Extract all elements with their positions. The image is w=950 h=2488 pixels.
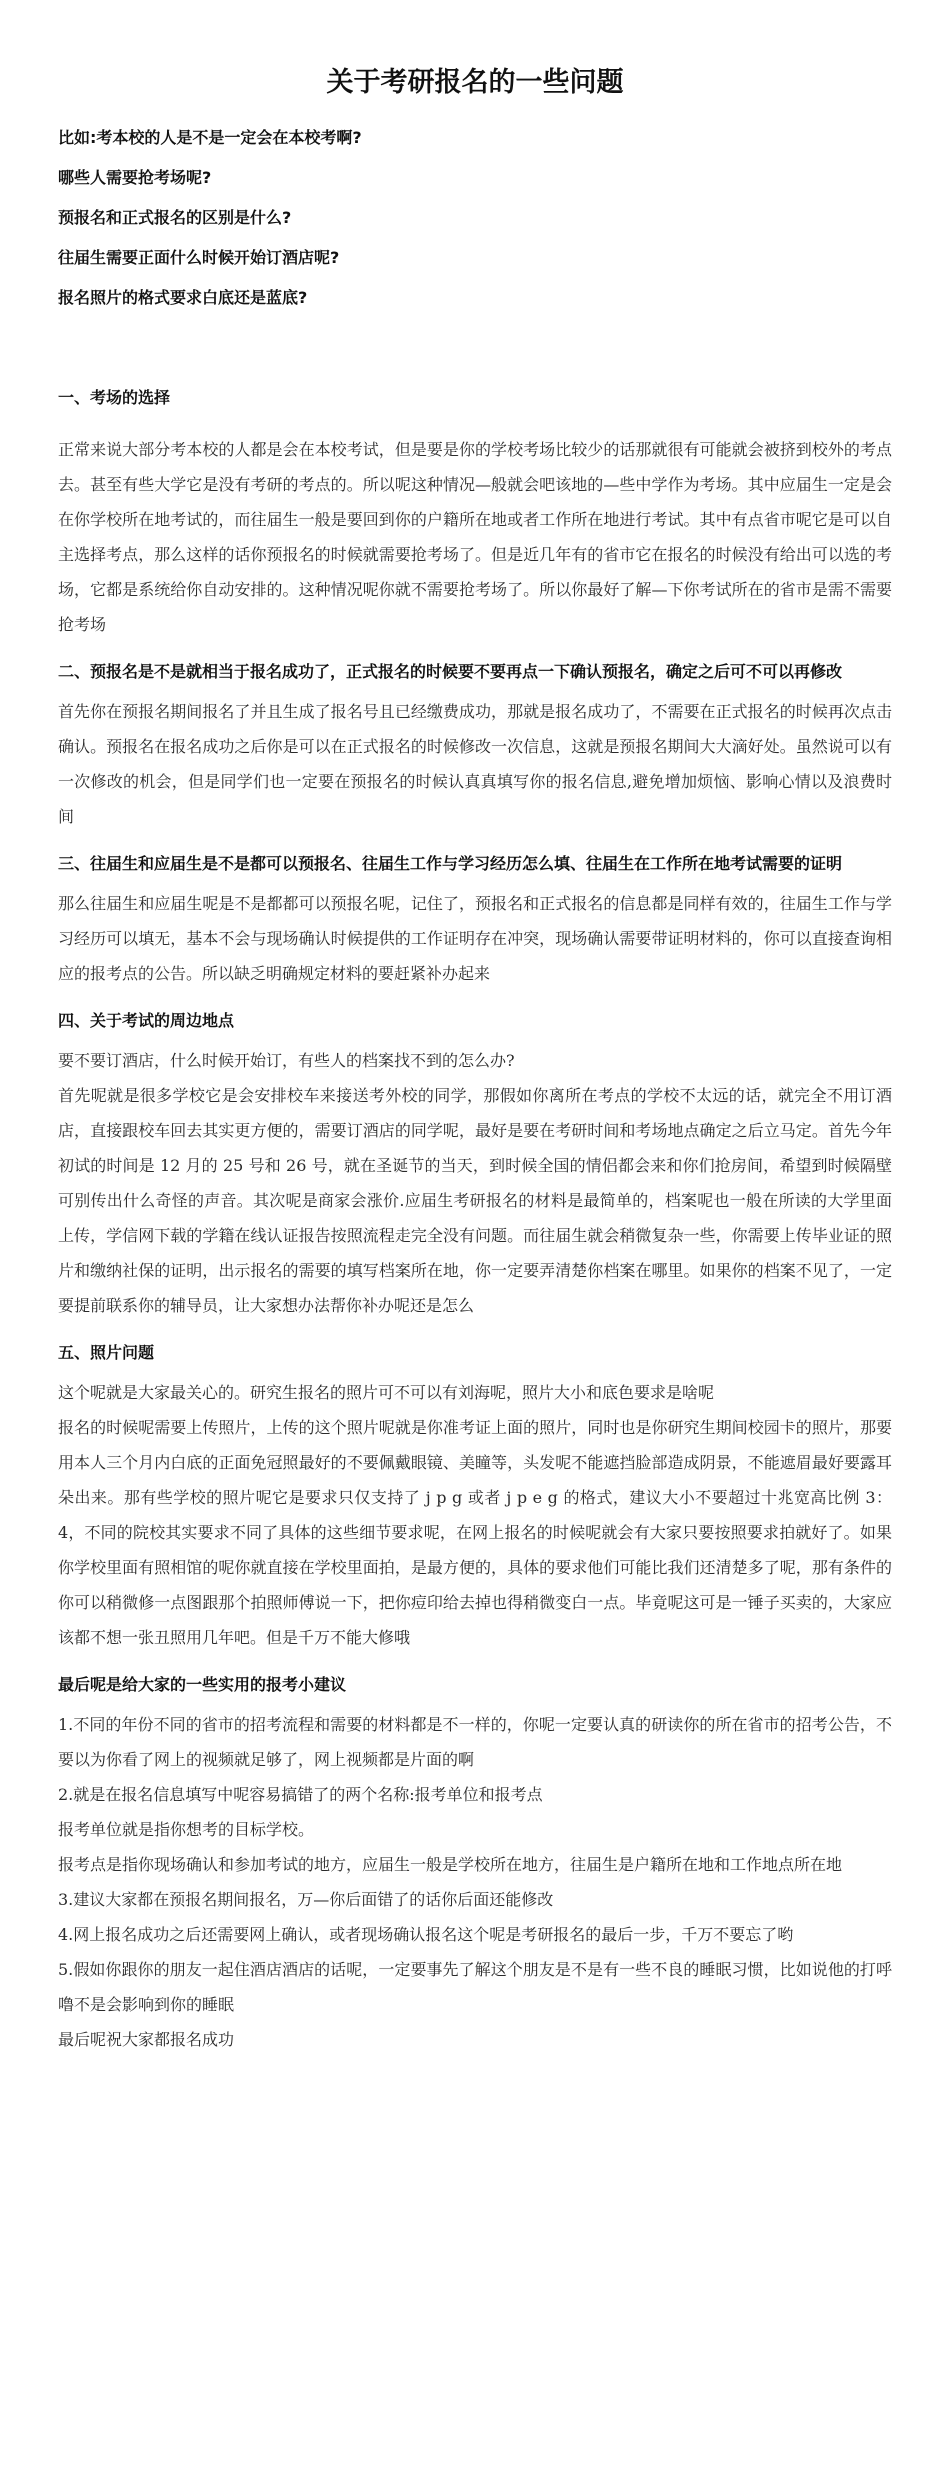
section-heading-photo: 五、照片问题 [58, 1343, 155, 1362]
section-heading-exam-site: 一、考场的选择 [58, 388, 171, 407]
tip-item: 报考点是指你现场确认和参加考试的地方，应届生一般是学校所在地方，往届生是户籍所在地和工作地点所在地 [58, 1855, 843, 1874]
closing-line: 最后呢祝大家都报名成功 [58, 2030, 235, 2049]
question-item: 比如:考本校的人是不是一定会在本校考啊? [58, 128, 362, 147]
paragraph: 首先呢就是很多学校它是会安排校车来接送考外校的同学，那假如你离所在考点的学校不太远的话，就完全不用订酒店，直接跟校车回去其实更方便的，需要订酒店的同学呢，最好是要在考研时间和考场地点确定之后立马定。首先今年初试的时间是 12 月的 25 号和 26 号，就在圣诞节的当天，到时候全国的情侣都会来和你们抢房间，希望到时候隔壁可别传出什么奇怪的声音。其次呢是商家会涨价.应届生考研报名的材料是最简单的，档案呢也一般在所读的大学里面上传，学信网下载的学籍在线认证报告按照流程走完全没有问题。而往届生就会稍微复杂一些，你需要上传毕业证的照片和缴纳社保的证明，出示报名的需要的填写档案所在地，你一定要弄清楚你档案在哪里。如果你的档案不见了，一定要提前联系你的辅导员，让大家想办法帮你补办呢还是怎么 [58, 1086, 892, 1315]
tip-item: 1.不同的年份不同的省市的招考流程和需要的材料都是不一样的，你呢一定要认真的研读你的所在省市的招考公告，不要以为你看了网上的视频就足够了，网上视频都是片面的啊 [58, 1715, 892, 1769]
paragraph: 这个呢就是大家最关心的。研究生报名的照片可不可以有刘海呢，照片大小和底色要求是啥呢 [58, 1383, 715, 1402]
question-item: 往届生需要正面什么时候开始订酒店呢? [58, 248, 340, 267]
paragraph: 首先你在预报名期间报名了并且生成了报名号且已经缴费成功，那就是报名成功了，不需要在正式报名的时候再次点击确认。预报名在报名成功之后你是可以在正式报名的时候修改一次信息，这就是预报名期间大大滴好处。虽然说可以有一次修改的机会，但是同学们也一定要在预报名的时候认真真填写你的报名信息,避免增加烦恼、影响心情以及浪费时间 [58, 702, 892, 826]
section-heading-tips: 最后呢是给大家的一些实用的报考小建议 [58, 1675, 347, 1694]
question-item: 预报名和正式报名的区别是什么? [58, 208, 292, 227]
paragraph: 要不要订酒店，什么时候开始订，有些人的档案找不到的怎么办? [58, 1051, 515, 1070]
question-item: 报名照片的格式要求白底还是蓝底? [58, 288, 308, 307]
paragraph: 那么往届生和应届生呢是不是都都可以预报名呢，记住了，预报名和正式报名的信息都是同样有效的，往届生工作与学习经历可以填无，基本不会与现场确认时候提供的工作证明存在冲突，现场确认需要带证明材料的，你可以直接查询相应的报考点的公告。所以缺乏明确规定材料的要赶紧补办起来 [58, 894, 892, 983]
section-heading-graduates: 三、往届生和应届生是不是都可以预报名、往届生工作与学习经历怎么填、往届生在工作所在地考试需要的证明 [58, 854, 843, 873]
tip-item: 报考单位就是指你想考的目标学校。 [58, 1820, 315, 1839]
paragraph: 正常来说大部分考本校的人都是会在本校考试，但是要是你的学校考场比较少的话那就很有可能就会被挤到校外的考点去。甚至有些大学它是没有考研的考点的。所以呢这种情况—般就会吧该地的—些中学作为考场。其中应届生一定是会在你学校所在地考试的，而往届生一般是要回到你的户籍所在地或者工作所在地进行考试。其中有点省市呢它是可以自主选择考点，那么这样的话你预报名的时候就需要抢考场了。但是近几年有的省市它在报名的时候没有给出可以选的考场，它都是系统给你自动安排的。这种情况呢你就不需要抢考场了。所以你最好了解—下你考试所在的省市是需不需要抢考场 [58, 440, 892, 634]
section-heading-pre-registration: 二、预报名是不是就相当于报名成功了，正式报名的时候要不要再点一下确认预报名，确定之后可不可以再修改 [58, 662, 843, 681]
section-heading-nearby-locations: 四、关于考试的周边地点 [58, 1011, 235, 1030]
tip-item: 2.就是在报名信息填写中呢容易搞错了的两个名称:报考单位和报考点 [58, 1785, 543, 1804]
tip-item: 5.假如你跟你的朋友一起住酒店酒店的话呢，一定要事先了解这个朋友是不是有一些不良的睡眠习惯，比如说他的打呼噜不是会影响到你的睡眠 [58, 1960, 892, 2014]
paragraph: 报名的时候呢需要上传照片，上传的这个照片呢就是你准考证上面的照片，同时也是你研究生期间校园卡的照片，那要用本人三个月内白底的正面免冠照最好的不要佩戴眼镜、美瞳等，头发呢不能遮挡脸部造成阴景，不能遮眉最好要露耳朵出来。那有些学校的照片呢它是要求只仅支持了 j p g 或者 j p e g 的格式，建议大小不要超过十兆宽高比例 3：4，不同的院校其实要求不同了具体的这些细节要求呢，在网上报名的时候呢就会有大家只要按照要求拍就好了。如果你学校里面有照相馆的呢你就直接在学校里面拍，是最方便的，具体的要求他们可能比我们还清楚多了呢，那有条件的你可以稍微修一点图跟那个拍照师傅说一下，把你痘印给去掉也得稍微变白一点。毕竟呢这可是一锤子买卖的，大家应该都不想一张丑照用几年吧。但是千万不能大修哦 [58, 1418, 892, 1647]
question-item: 哪些人需要抢考场呢? [58, 168, 212, 187]
tip-item: 4.网上报名成功之后还需要网上确认，或者现场确认报名这个呢是考研报名的最后一步，千万不要忘了哟 [58, 1925, 794, 1944]
question-list [58, 118, 892, 318]
page-title: 关于考研报名的一些问题 [326, 67, 624, 98]
tip-item: 3.建议大家都在预报名期间报名，万—你后面错了的话你后面还能修改 [58, 1890, 554, 1909]
